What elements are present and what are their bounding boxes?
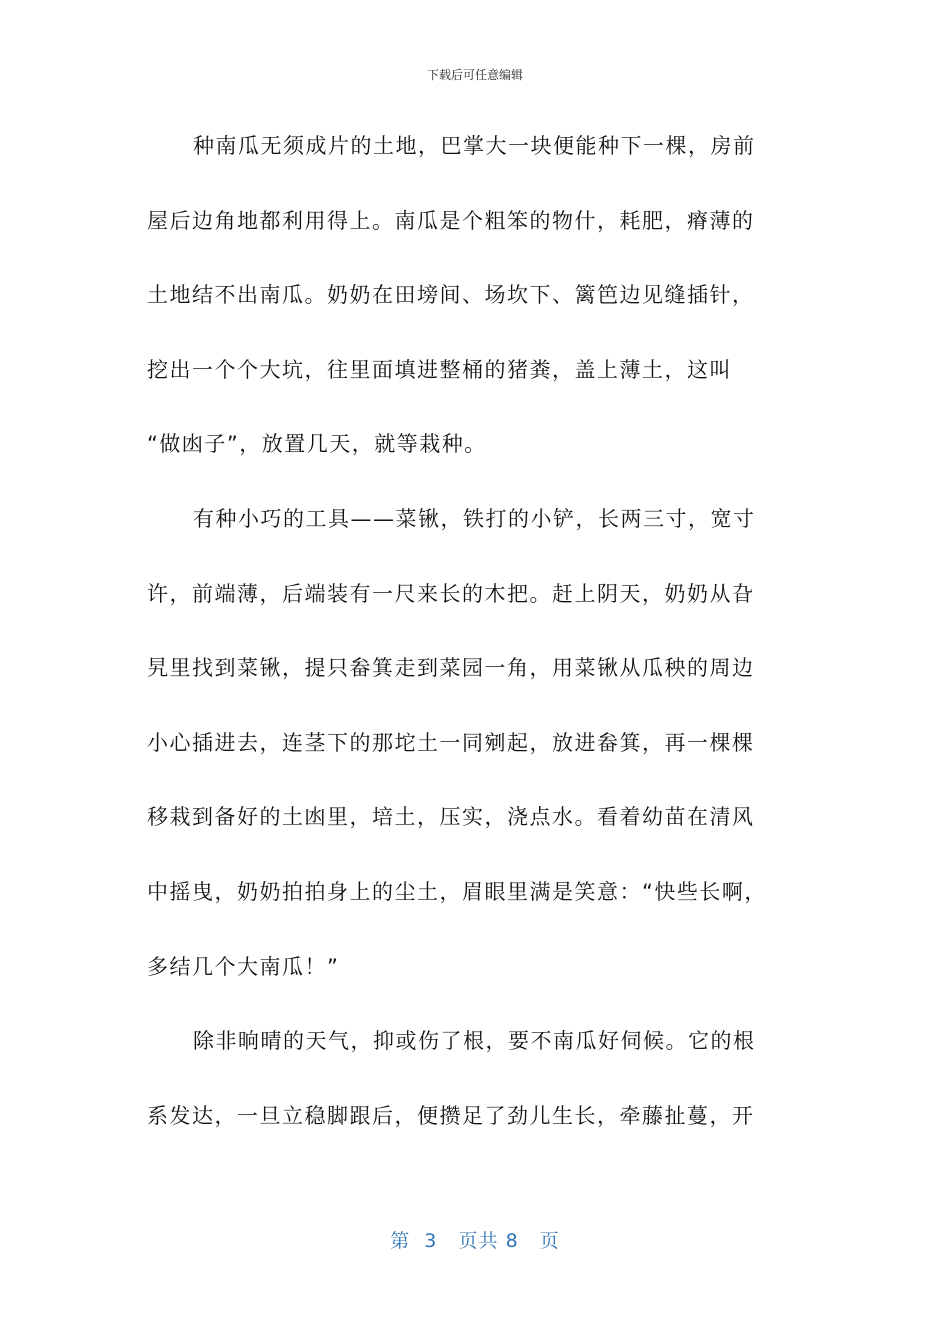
text-line: 除非晌晴的天气，抑或伤了根，要不南瓜好伺候。它的根 (193, 1029, 756, 1054)
text-line: 种南瓜无须成片的土地，巴掌大一块便能种下一棵，房前 (193, 134, 756, 158)
text-line: 挖出一个个大坑，往里面填进整桶的猪粪，盖上薄土，这叫 (147, 357, 732, 382)
text-line: 系发达，一旦立稳脚跟后，便攒足了劲儿生长，牵藤扯蔓，开 (147, 1103, 755, 1128)
page-header-note: 下载后可任意编辑 (426, 68, 523, 82)
text-line: 有种小巧的工具——菜锹，铁打的小铲，长两三寸，宽寸 (193, 506, 756, 531)
text-line: 土地结不出南瓜。奶奶在田塝间、场坎下、篱笆边见缝插针， (147, 283, 755, 308)
page-label-suffix: 页 (539, 1230, 560, 1252)
text-line: 移栽到备好的土凼里，培土，压实，浇点水。看着幼苗在清风 (147, 805, 755, 830)
text-line: 屋后边角地都利用得上。南瓜是个粗笨的物什，耗肥，瘠薄的 (147, 208, 755, 233)
current-page-number: 3 (424, 1230, 438, 1252)
text-line: 多结几个大南瓜！” (147, 954, 340, 979)
text-line: 许，前端薄，后端装有一尺来长的木把。赶上阴天，奶奶从旮 (147, 581, 755, 606)
total-pages-number: 8 (505, 1230, 519, 1252)
text-line: 中摇曳，奶奶拍拍身上的尘土，眉眼里满是笑意：“快些长啊， (147, 879, 767, 904)
text-line: 小心插进去，连茎下的那坨土一同剜起，放进畚箕，再一棵棵 (147, 730, 755, 755)
page-label-middle: 页共 (458, 1230, 499, 1252)
text-line: 旯里找到菜锹，提只畚箕走到菜园一角，用菜锹从瓜秧的周边 (147, 656, 755, 681)
article-body (147, 126, 809, 1170)
text-line: “做凼子”，放置几天，就等栽种。 (147, 432, 487, 457)
page-number-footer (0, 1226, 950, 1253)
page-label-prefix: 第 (390, 1230, 411, 1252)
